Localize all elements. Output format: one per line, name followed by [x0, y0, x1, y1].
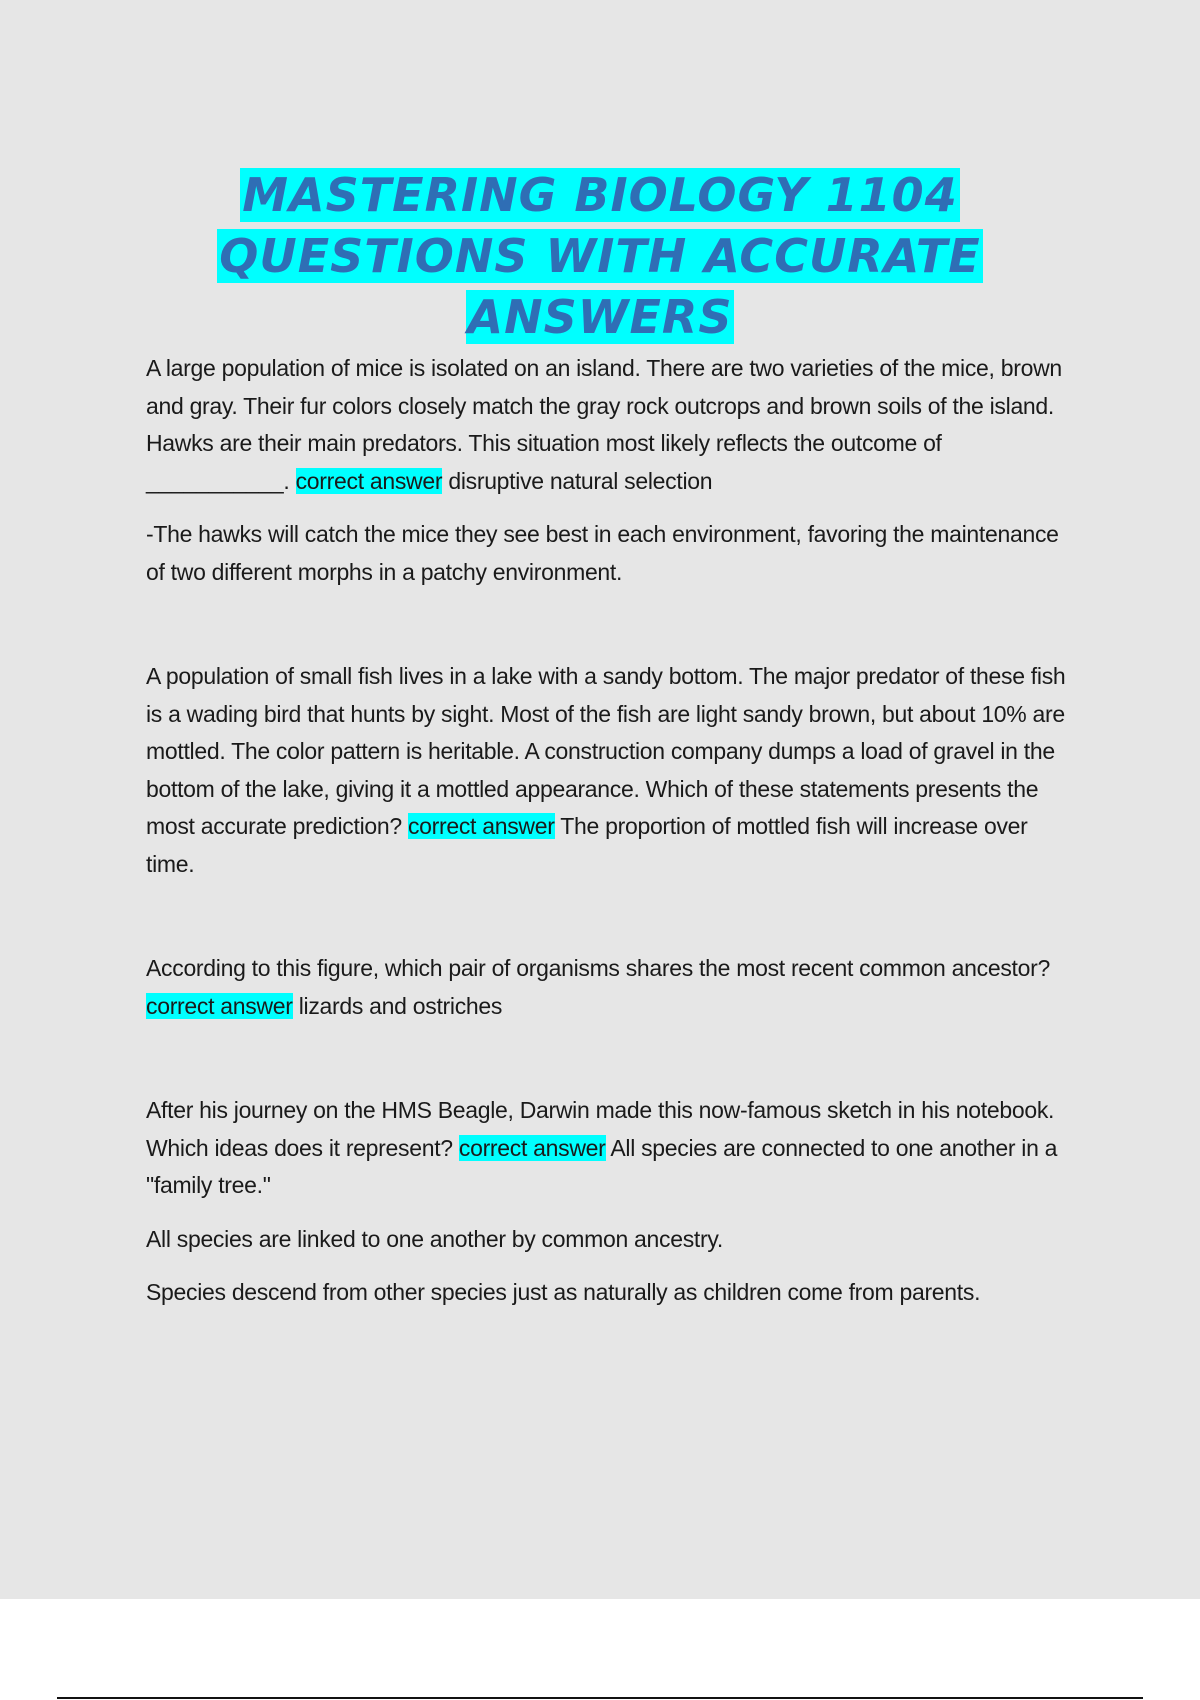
- question-4-extra-2: Species descend from other species just as naturally as children come from parents.: [146, 1279, 981, 1305]
- question-1-explanation: -The hawks will catch the mice they see best in each environment, favoring the maintenance of two different morphs in a patchy environment.: [146, 521, 1059, 585]
- answer-text: All species are connected to one another in a "family tree.": [146, 1134, 1058, 1198]
- title-line-2: QUESTIONS WITH ACCURATE: [219, 229, 981, 283]
- answer-label: correct answer: [146, 992, 293, 1019]
- answer-text: The proportion of mottled fish will increase over time.: [146, 813, 1028, 877]
- question-text: A large population of mice is isolated on an island. There are two varieties of the mice, brown and gray. Their fur colors closely match the gray rock outcrops and brown soils of the island. Hawks are their main predators. This situation most likely reflects the outcome of ___________.: [146, 355, 1062, 494]
- question-text: After his journey on the HMS Beagle, Darwin made this now-famous sketch in his notebook. Which ideas does it represent?: [146, 1097, 1055, 1161]
- answer-label: correct answer: [407, 813, 555, 839]
- title-line-1: MASTERING BIOLOGY 1104: [242, 168, 958, 222]
- answer-text: disruptive natural selection: [448, 467, 713, 494]
- document-body: [146, 350, 1081, 1312]
- question-4: [146, 1092, 1081, 1205]
- answer-text: lizards and ostriches: [298, 992, 503, 1019]
- question-text: According to this figure, which pair of organisms shares the most recent common ancestor?: [146, 955, 1050, 981]
- question-text: A population of small fish lives in a lake with a sandy bottom. The major predator of these fish is a wading bird that hunts by sight. Most of the fish are light sandy brown, but about 10% are mottled. The color pattern is heritable. A construction company dumps a load of gravel in the bottom of the lake, giving it a mottled appearance. Which of these statements presents the most accurate prediction?: [146, 663, 1066, 839]
- question-3: [146, 950, 1081, 1025]
- document-title: [0, 165, 1200, 348]
- footer-divider: [57, 1697, 1143, 1699]
- question-4-extra-1: All species are linked to one another by common ancestry.: [146, 1225, 723, 1252]
- question-1: [146, 350, 1081, 500]
- question-2: [146, 658, 1081, 883]
- answer-label: correct answer: [295, 467, 443, 494]
- answer-label: correct answer: [458, 1134, 606, 1161]
- title-line-3: ANSWERS: [467, 290, 733, 344]
